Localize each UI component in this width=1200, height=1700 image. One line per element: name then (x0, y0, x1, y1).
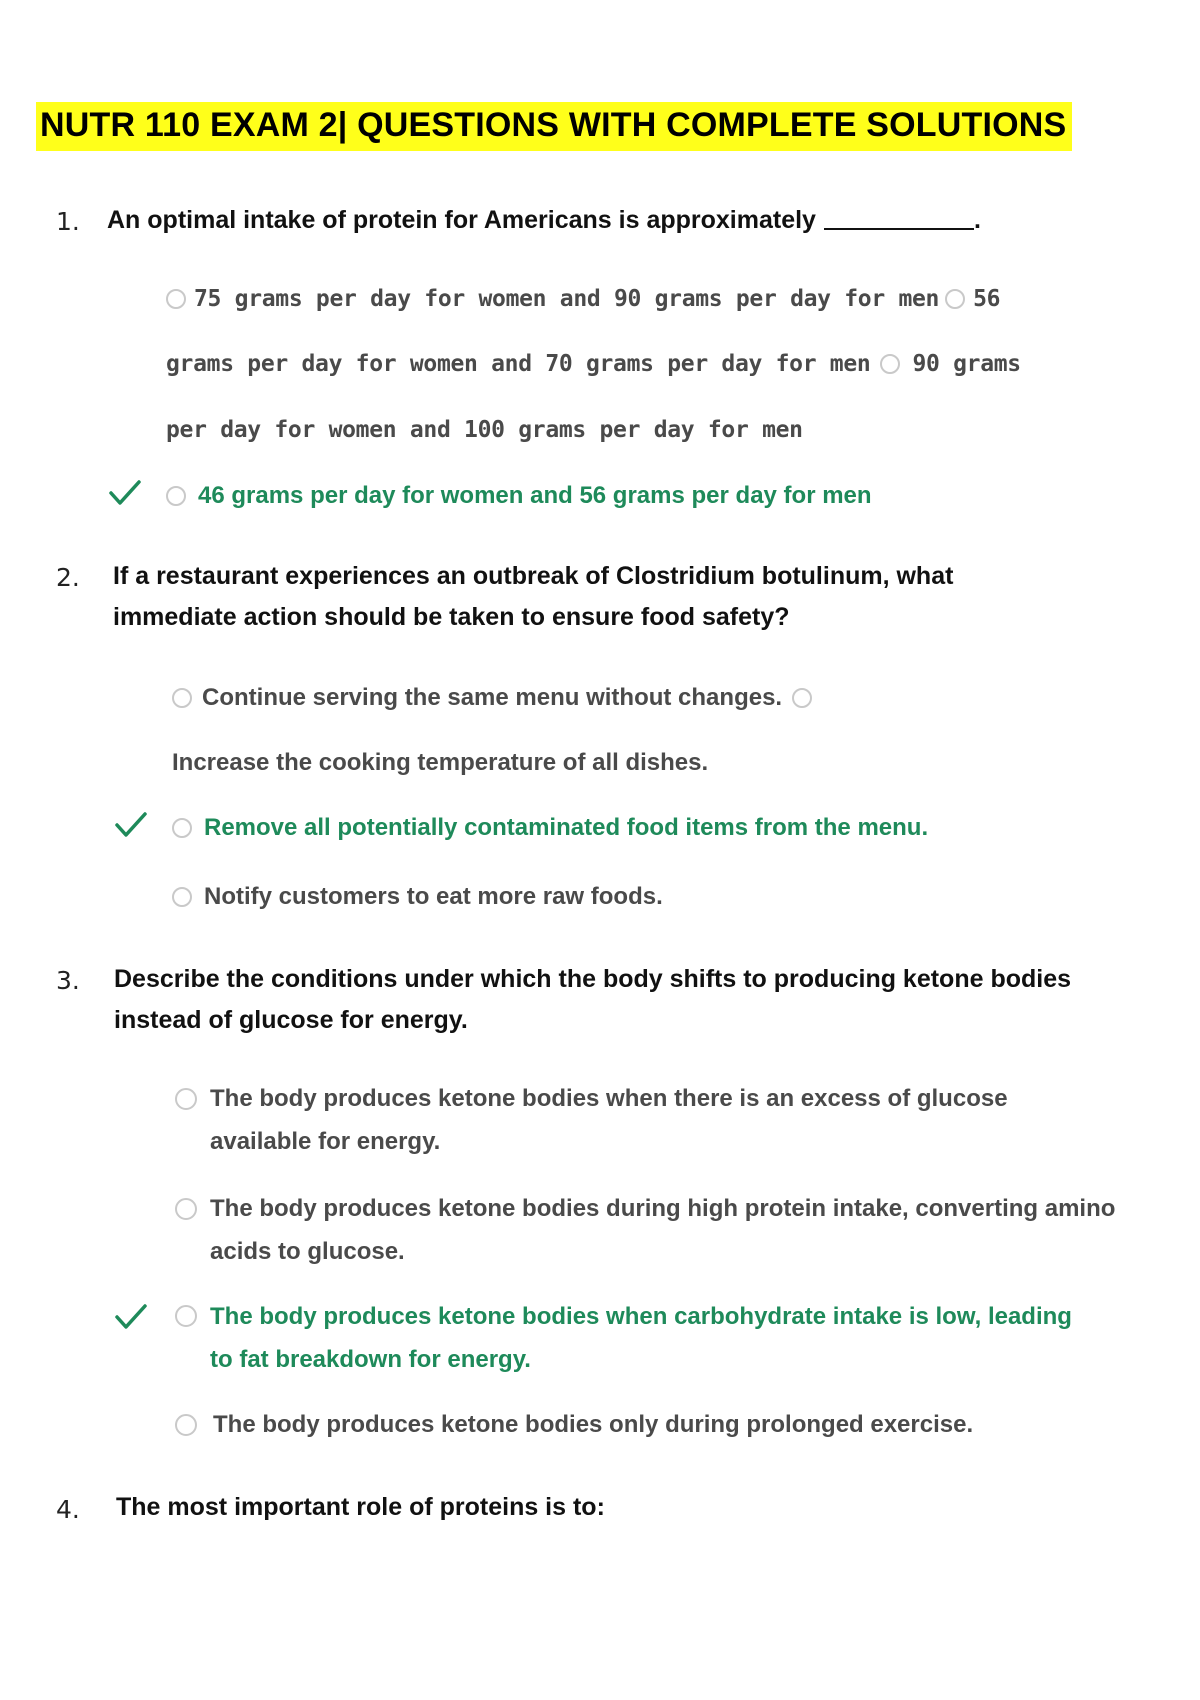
answer-option[interactable] (172, 676, 820, 719)
option-label: 46 grams per day for women and 56 grams per day for men (198, 482, 872, 509)
question-number: 3. (56, 966, 80, 995)
answer-option[interactable] (166, 343, 1021, 386)
radio-icon[interactable] (172, 688, 192, 708)
question-text (107, 200, 981, 241)
option-label: 90 grams (912, 351, 1021, 377)
checkmark-icon (108, 478, 142, 508)
radio-icon[interactable] (166, 486, 186, 506)
question-text: If a restaurant experiences an outbreak of Clostridium botulinum, what immediate action should be taken to ensure food safety? (113, 562, 954, 631)
radio-icon[interactable] (792, 688, 812, 708)
question-text: The most important role of proteins is to: (116, 1493, 605, 1521)
question-number: 1. (56, 207, 80, 236)
checkmark-icon (114, 810, 148, 840)
question-number: 4. (56, 1495, 80, 1524)
question-text: Describe the conditions under which the body shifts to producing ketone bodies instead of glucose for energy. (114, 965, 1072, 1034)
radio-icon[interactable] (880, 354, 900, 374)
radio-icon[interactable] (172, 818, 192, 838)
answer-option-correct[interactable] (166, 474, 872, 517)
option-label: per day for women and 100 grams per day for men (166, 417, 803, 443)
answer-option[interactable] (166, 278, 1000, 321)
radio-icon[interactable] (166, 289, 186, 309)
option-label: Continue serving the same menu without changes. (202, 684, 783, 711)
page-title: NUTR 110 EXAM 2| QUESTIONS WITH COMPLETE SOLUTIONS (36, 102, 1072, 151)
answer-option-correct[interactable] (172, 806, 928, 849)
radio-icon[interactable] (175, 1088, 197, 1110)
option-label: 75 grams per day for women and 90 grams per day for men (194, 286, 940, 312)
radio-icon[interactable] (175, 1414, 197, 1436)
question-number: 2. (56, 563, 80, 592)
answer-option[interactable] (172, 741, 708, 784)
option-label: 56 (973, 286, 1001, 312)
answer-option[interactable]: The body produces ketone bodies when there is an excess of glucose available for energy. (210, 1085, 1008, 1155)
radio-icon[interactable] (172, 887, 192, 907)
answer-option[interactable] (172, 875, 663, 918)
answer-option[interactable]: The body produces ketone bodies only during prolonged exercise. (213, 1411, 974, 1438)
option-label: Notify customers to eat more raw foods. (204, 883, 663, 910)
radio-icon[interactable] (175, 1305, 197, 1327)
option-label: grams per day for women and 70 grams per day for men (166, 351, 871, 377)
checkmark-icon (114, 1302, 148, 1332)
radio-icon[interactable] (175, 1198, 197, 1220)
answer-option[interactable] (166, 409, 803, 452)
answer-blank (824, 228, 974, 230)
answer-option-correct[interactable]: The body produces ketone bodies when carbohydrate intake is low, leading to fat breakdown for energy. (210, 1303, 1072, 1373)
question-1-text: An optimal intake of protein for Americans is approximately (107, 206, 816, 234)
option-label: Remove all potentially contaminated food items from the menu. (204, 814, 929, 841)
blank-suffix: . (973, 206, 981, 234)
radio-icon[interactable] (945, 289, 965, 309)
answer-option[interactable]: The body produces ketone bodies during high protein intake, converting amino acids to glucose. (210, 1195, 1116, 1265)
option-label: Increase the cooking temperature of all dishes. (172, 749, 709, 776)
